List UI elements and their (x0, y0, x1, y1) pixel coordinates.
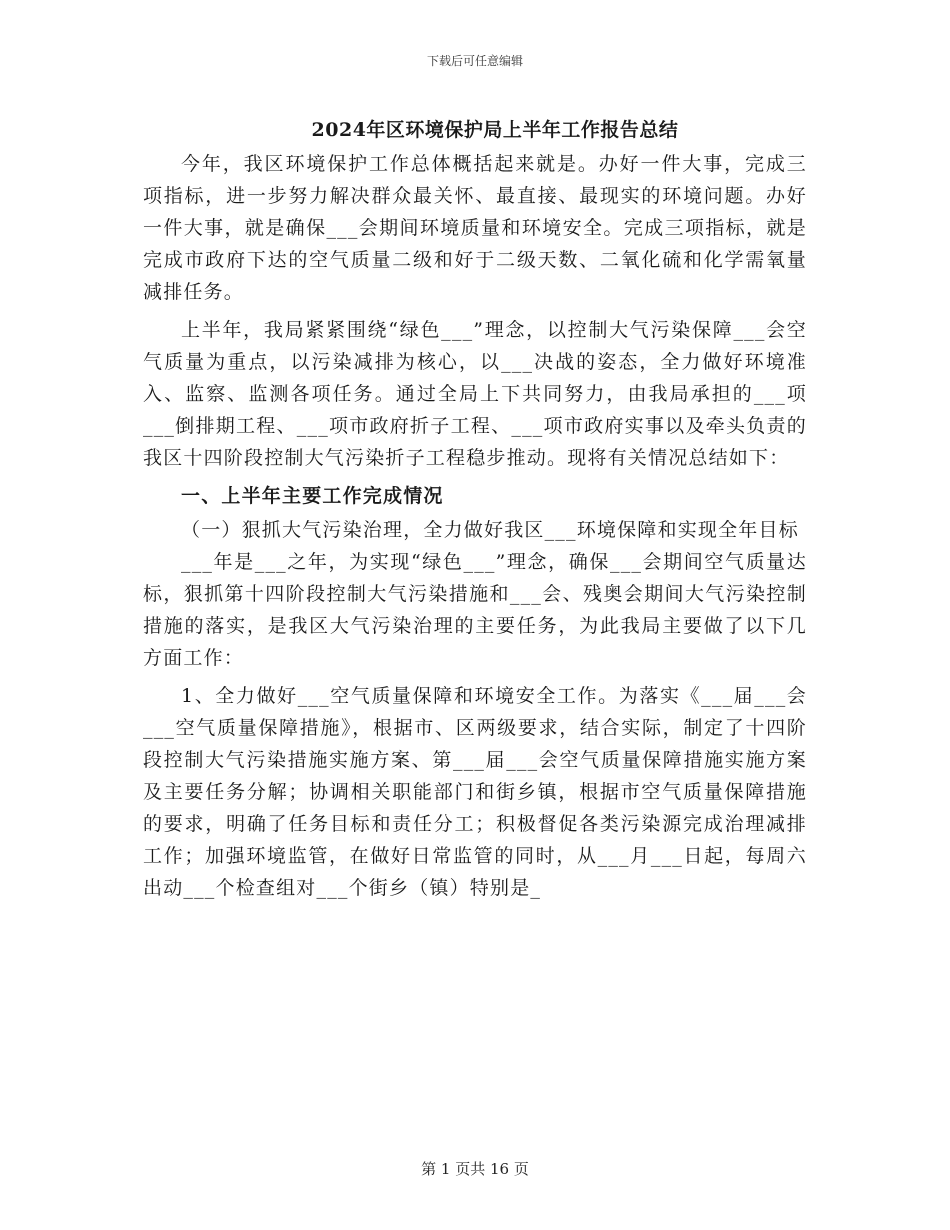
section-heading: 一、上半年主要工作完成情况 (181, 485, 444, 507)
paragraph-item-1: 1、全力做好___空气质量保障和环境安全工作。为落实《___届___会___空气质量保障措施》，根据市、区两级要求，结合实际，制定了十四阶段控制大气污染措施实施方案、第___届___会空气质量保障措施实施方案及主要任务分解；协调相关职能部门和街乡镇，根据市空气质量保障措施的要求，明确了任务目标和责任分工；积极督促各类污染源完成治理减排工作；加强环境监管，在做好日常监管的同时，从___月___日起，每周六出动___个检查组对___个街乡（镇）特别是_ (143, 685, 807, 899)
page-header: 下载后可任意编辑 (426, 54, 523, 68)
paragraph-first-half: 上半年，我局紧紧围绕“绿色___”理念，以控制大气污染保障___会空气质量为重点，以污染减排为核心，以___决战的姿态，全力做好环境准入、监察、监测各项任务。通过全局上下共同努力，由我局承担的___项___倒排期工程、___项市政府折子工程、___项市政府实事以及牵头负责的我区十四阶段控制大气污染折子工程稳步推动。现将有关情况总结如下： (143, 319, 807, 469)
document-body (143, 148, 807, 904)
subsection-heading: （一）狠抓大气污染治理，全力做好我区___环境保障和实现全年目标 (181, 519, 799, 541)
page-footer: 第 1 页共 16 页 (421, 1160, 529, 1178)
paragraph-year-goal: ___年是___之年，为实现“绿色___”理念，确保___会期间空气质量达标，狠抓第十四阶段控制大气污染措施和___会、残奥会期间大气污染控制措施的落实，是我区大气污染治理的主要任务，为此我局主要做了以下几方面工作： (143, 551, 807, 669)
paragraph-intro: 今年，我区环境保护工作总体概括起来就是。办好一件大事，完成三项指标，进一步努力解决群众最关怀、最直接、最现实的环境问题。办好一件大事，就是确保___会期间环境质量和环境安全。完成三项指标，就是完成市政府下达的空气质量二级和好于二级天数、二氧化硫和化学需氧量减排任务。 (143, 153, 807, 303)
document-title: 2024年区环境保护局上半年工作报告总结 (311, 119, 679, 141)
